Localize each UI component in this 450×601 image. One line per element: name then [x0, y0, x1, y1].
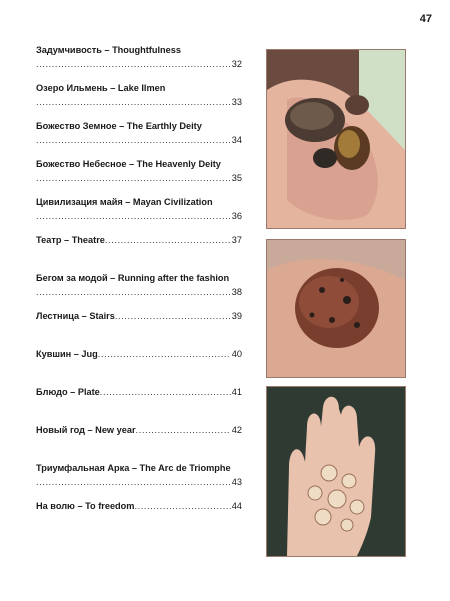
toc-entry-title: Триумфальная Арка – The Arc de Triomphe — [36, 463, 231, 473]
toc-entry — [36, 425, 242, 463]
dot-leader — [36, 173, 231, 183]
toc-entry-page: 34 — [231, 135, 242, 145]
toc-entry-page: 37 — [231, 235, 242, 245]
toc-entry-title: Божество Небесное – The Heavenly Deity — [36, 159, 221, 169]
dot-leader — [134, 501, 230, 511]
table-of-contents — [36, 45, 242, 539]
toc-entry-page: 43 — [231, 477, 242, 487]
dot-leader — [36, 211, 231, 221]
dot-leader — [36, 135, 231, 145]
toc-entry-page: 32 — [231, 59, 242, 69]
toc-entry-page: 36 — [231, 211, 242, 221]
toc-entry — [36, 501, 242, 539]
toc-entry-title: Лестница – Stairs — [36, 311, 115, 321]
toc-entry — [36, 159, 242, 197]
photo-granite-stone — [266, 239, 406, 378]
toc-entry-title: Задумчивость – Thoughtfulness — [36, 45, 181, 55]
toc-entry — [36, 463, 242, 501]
toc-entry-title: Озеро Ильмень – Lake Ilmen — [36, 83, 166, 93]
dot-leader — [36, 59, 231, 69]
toc-entry — [36, 121, 242, 159]
toc-entry-page: 41 — [231, 387, 242, 397]
dot-leader — [36, 477, 231, 487]
toc-entry — [36, 45, 242, 83]
toc-entry-title: Кувшин – Jug — [36, 349, 98, 359]
photo-seashells-on-palm — [266, 386, 406, 557]
toc-entry — [36, 235, 242, 273]
toc-entry-page: 33 — [231, 97, 242, 107]
toc-entry — [36, 273, 242, 311]
toc-entry — [36, 83, 242, 121]
toc-entry-page: 39 — [231, 311, 242, 321]
dot-leader — [105, 235, 231, 245]
toc-entry — [36, 197, 242, 235]
toc-entry-page: 42 — [231, 425, 242, 435]
toc-entry-title: Бегом за модой – Running after the fashion — [36, 273, 230, 283]
toc-entry-page: 44 — [231, 501, 242, 511]
toc-entry-title: Цивилизация майя – Mayan Civilization — [36, 197, 213, 207]
toc-entry — [36, 387, 242, 425]
toc-entry — [36, 349, 242, 387]
toc-entry-title: Новый год – New year — [36, 425, 136, 435]
toc-entry-title: На волю – To freedom — [36, 501, 135, 511]
dot-leader — [36, 287, 231, 297]
toc-entry-title: Театр – Theatre — [36, 235, 105, 245]
toc-entry-page: 38 — [231, 287, 242, 297]
photo-stones-on-palm — [266, 49, 406, 229]
dot-leader — [136, 425, 231, 435]
toc-entry-title: Божество Земное – The Earthly Deity — [36, 121, 202, 131]
toc-entry — [36, 311, 242, 349]
toc-entry-title: Блюдо – Plate — [36, 387, 100, 397]
dot-leader — [98, 349, 231, 359]
toc-entry-page: 40 — [231, 349, 242, 359]
dot-leader — [36, 97, 231, 107]
toc-entry-page: 35 — [231, 173, 242, 183]
dot-leader — [115, 311, 231, 321]
dot-leader — [100, 387, 231, 397]
page-number: 47 — [419, 13, 432, 25]
